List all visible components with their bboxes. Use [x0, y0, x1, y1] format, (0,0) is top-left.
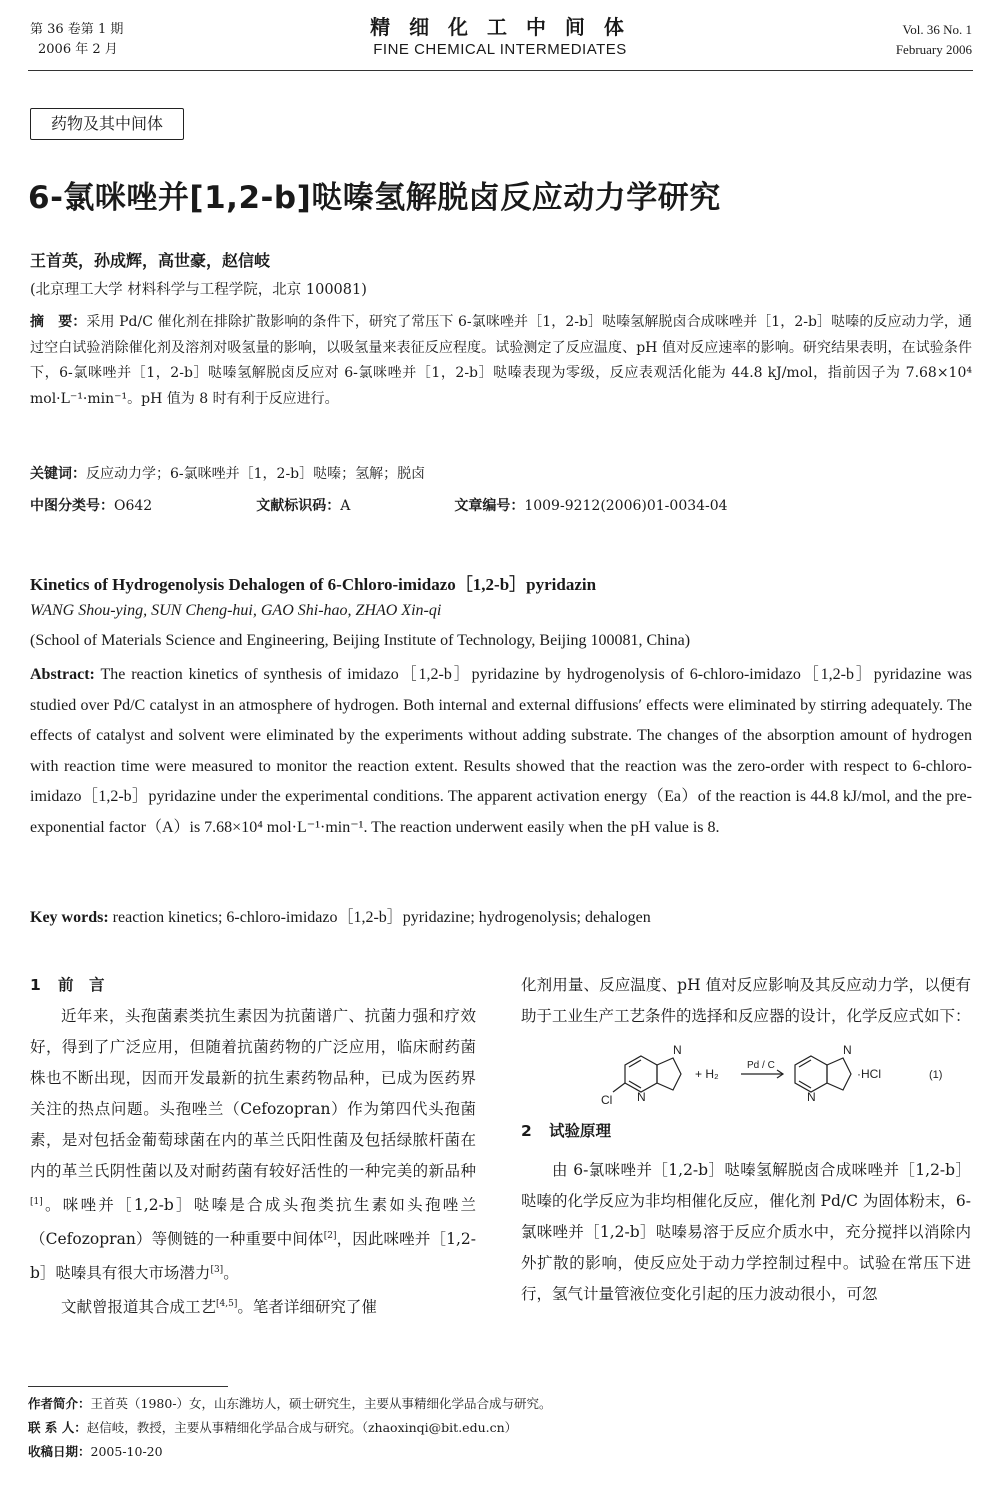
abstract-cn-text: 采用 Pd/C 催化剂在排除扩散影响的条件下，研究了常压下 6-氯咪唑并［1，2-b］哒嗪氢解脱卤合成咪唑并［1，2-b］哒嗪的反应动力学，通过空白试验消除催化剂及溶剂对吸氢量的影响，以吸氢量来表征反应程度。试验测定了反应温度、pH 值对反应速率的影响。研究结果表明，在试验条件下，6-氯咪唑并［1，2-b］哒嗪氢解脱卤反应对 6-氯咪唑并［1，2-b］哒嗪表现为零级，反应表观活化能为 44.8 kJ/mol，指前因子为 7.68×10⁴ mol·L⁻¹·min⁻¹。pH 值为 8 时有利于反应进行。	[30, 314, 973, 407]
nitrogen-label-3: N	[807, 1090, 816, 1104]
plus-hydrogen: + H₂	[695, 1067, 719, 1081]
date-cn: 2006 年 2 月	[38, 42, 118, 57]
english-keywords-text: reaction kinetics; 6-chloro-imidazo［1,2-b］pyridazine; hydrogenolysis; dehalogen	[112, 909, 651, 926]
english-abstract-label: Abstract:	[30, 666, 95, 683]
received-label: 收稿日期：	[28, 1444, 91, 1459]
principle-paragraph: 由 6-氯咪唑并［1,2-b］哒嗪氢解脱卤合成咪唑并［1,2-b］哒嗪的化学反应为非均相催化反应，催化剂 Pd/C 为固体粉末，6-氯咪唑并［1,2-b］哒嗪易溶于反应介质水中，充分搅拌以消除内外扩散的影响，使反应处于动力学控制过程中。试验在常压下进行，氢气计量管液位变化引起的压力波动很小，可忽	[521, 1161, 971, 1303]
intro-text-5: 文献曾报道其合成工艺	[61, 1298, 217, 1317]
chloro-label: Cl	[601, 1093, 613, 1107]
section-1-title: 前 言	[58, 976, 105, 994]
english-keywords-label: Key words:	[30, 909, 109, 926]
contact-text: 赵信岐，教授，主要从事精细化学品合成与研究。（zhaoxinqi@bit.edu.cn）	[86, 1420, 518, 1435]
reaction-scheme	[521, 1034, 971, 1110]
intro-paragraph-2-continued: 化剂用量、反应温度、pH 值对反应影响及其反应动力学，以便有助于工业生产工艺条件的选择和反应器的设计，化学反应式如下：	[521, 976, 971, 1025]
intro-text-3: ，因此咪唑并［1,2-b］哒嗪具有很大市场潜力	[30, 1230, 477, 1283]
citation-1: [1]	[30, 1197, 43, 1207]
intro-paragraph-2	[30, 1289, 476, 1323]
keywords-cn-text: 反应动力学；6-氯咪唑并［1，2-b］哒嗪；氢解；脱卤	[86, 466, 426, 482]
body-column-left	[30, 970, 476, 1324]
equation-number: (1)	[929, 1069, 943, 1081]
abstract-cn-label: 摘 要：	[30, 314, 87, 330]
page-title: 6-氯咪唑并[1,2-b]哒嗪氢解脱卤反应动力学研究	[28, 180, 721, 216]
clc-label: 中图分类号：	[30, 498, 114, 514]
english-title: Kinetics of Hydrogenolysis Dehalogen of 6-Chloro-imidazo［1,2-b］pyridazin	[30, 575, 597, 594]
intro-text-6: 。笔者详细研究了催	[237, 1298, 377, 1317]
contact-person	[28, 1416, 973, 1440]
author-bio-text: 王首英（1980-）女，山东潍坊人，硕士研究生，主要从事精细化学品合成与研究。	[90, 1396, 552, 1411]
english-keywords	[30, 904, 651, 927]
reaction-equation	[521, 1034, 971, 1110]
contact-label: 联 系 人：	[28, 1420, 87, 1435]
catalyst-label: Pd / C	[747, 1060, 775, 1071]
english-authors: WANG Shou-ying, SUN Cheng-hui, GAO Shi-hao, ZHAO Xin-qi	[30, 602, 442, 619]
section-2-number: 2	[521, 1122, 532, 1140]
article-number-label: 文章编号：	[454, 498, 525, 514]
authors: 王首英，孙成辉，高世豪，赵信岐	[30, 251, 271, 270]
english-abstract-text: The reaction kinetics of synthesis of imidazo［1,2-b］pyridazine by hydrogenolysis of 6-chloro-imidazo［1,2-b］pyridazine was studied over Pd/C catalyst in an atmosphere of hydrogen. Both internal and external diffusions′ effects were eliminated by stirring adequately. The effects of catalyst and solvent were eliminated by the experiments without adding substrate. The changes of the absorption amount of hydrogen with reaction time were measured to monitor the reaction extent. Results showed that the reaction was the zero-order with respect to 6-chloro-imidazo［1,2-b］pyridazine under the experimental conditions. The apparent activation energy（Ea）of the reaction is 44.8 kJ/mol, and the pre-exponential factor（A）is 7.68×10⁴ mol·L⁻¹·min⁻¹. The reaction underwent easily when the pH value is 8.	[30, 666, 972, 836]
intro-text-2: 。咪唑并［1,2-b］哒嗪是合成头孢类抗生素如头孢唑兰（Cefozopran）等侧链的一种重要中间体	[30, 1196, 476, 1249]
issue-info-cn	[30, 20, 123, 60]
footnote-divider	[28, 1386, 228, 1387]
author-bio	[28, 1392, 973, 1416]
citation-3: [3]	[210, 1265, 224, 1276]
keywords-cn	[30, 463, 425, 483]
intro-text-1: 近年来，头孢菌素类抗生素因为抗菌谱广、抗菌力强和疗效好，得到了广泛应用，但随着抗菌药物的广泛应用，临床耐药菌株也不断出现，因而开发最新的抗生素药物品种，已成为医药界关注的热点问题。头孢唑兰（Cefozopran）作为第四代头孢菌素，是对包括金葡萄球菌在内的革兰氏阳性菌及包括绿脓杆菌在内的革兰氏阴性菌以及对耐药菌有较好活性的一种完美的新品种	[30, 1007, 476, 1180]
journal-name	[300, 14, 700, 60]
intro-paragraph-1	[30, 1001, 476, 1289]
received-date	[28, 1440, 973, 1464]
nitrogen-label-1: N	[637, 1090, 646, 1104]
nitrogen-label-4: N	[843, 1043, 852, 1057]
volume-en: Vol. 36 No. 1	[902, 22, 972, 37]
body-column-right	[521, 970, 971, 1310]
doc-code-label: 文献标识码：	[256, 498, 341, 514]
english-abstract	[30, 660, 972, 843]
classification-line	[30, 495, 972, 515]
intro-text-4: 。	[223, 1264, 239, 1283]
date-en: February 2006	[895, 42, 972, 57]
journal-name-cn: 精 细 化 工 中 间 体	[370, 15, 630, 39]
hcl-label: ·HCl	[857, 1067, 881, 1081]
section-1-number: 1	[30, 976, 41, 994]
volume-cn: 第 36 卷第 1 期	[30, 22, 124, 37]
doc-code-value: A	[340, 498, 351, 514]
nitrogen-label-2: N	[673, 1043, 682, 1057]
citation-4-5: [4,5]	[216, 1299, 238, 1310]
footnotes	[28, 1392, 973, 1464]
journal-name-en: FINE CHEMICAL INTERMEDIATES	[373, 41, 627, 58]
abstract-cn	[30, 310, 972, 412]
section-tag: 药物及其中间体	[30, 108, 184, 140]
english-affiliation: (School of Materials Science and Engineering, Beijing Institute of Technology, Beijing 100081, China)	[30, 632, 691, 649]
received-text: 2005-10-20	[90, 1444, 163, 1459]
clc-value: O642	[114, 498, 153, 514]
affiliation: (北京理工大学 材料科学与工程学院，北京 100081)	[30, 282, 367, 298]
author-bio-label: 作者简介：	[28, 1396, 91, 1411]
section-1-heading	[30, 970, 476, 1001]
keywords-cn-label: 关键词：	[30, 466, 86, 482]
section-2-title: 试验原理	[549, 1122, 612, 1140]
header-divider	[28, 70, 973, 71]
citation-2: [2]	[323, 1231, 337, 1242]
article-number-value: 1009-9212(2006)01-0034-04	[524, 498, 728, 514]
section-2-heading	[521, 1116, 971, 1147]
issue-info-en	[896, 20, 972, 60]
